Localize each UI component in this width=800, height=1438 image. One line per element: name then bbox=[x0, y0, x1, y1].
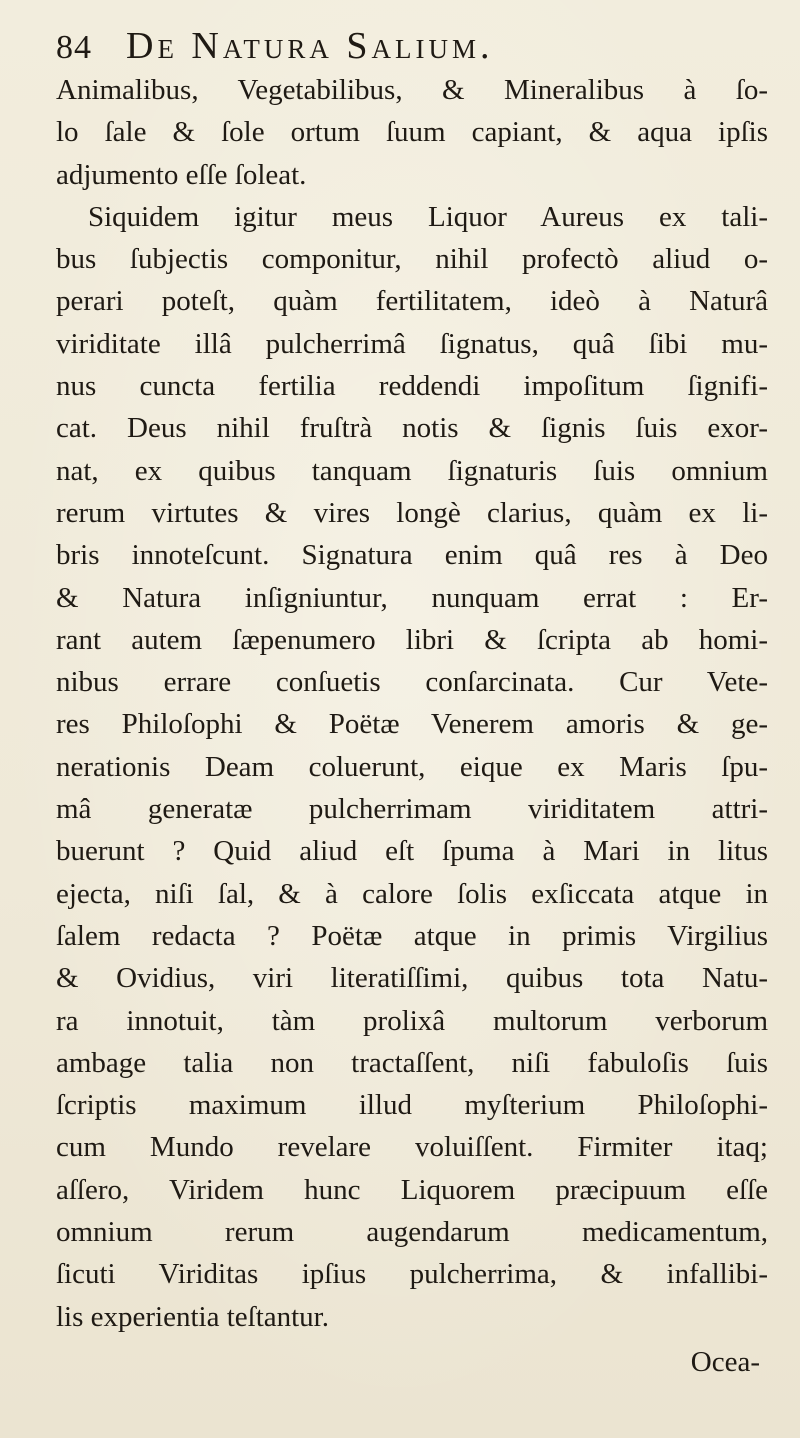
text-line: perari poteſt, quàm fertilitatem, ideò à Naturâ bbox=[56, 285, 768, 318]
text-line: lo ſale & ſole ortum ſuum capiant, & aqua ipſis bbox=[56, 116, 768, 149]
text-line: ra innotuit, tàm prolixâ multorum verborum bbox=[56, 1004, 768, 1037]
text-line: ſicuti Viriditas ipſius pulcherrima, & infallibi- bbox=[56, 1258, 768, 1291]
text-line: aſſero, Viridem hunc Liquorem præcipuum eſſe bbox=[56, 1173, 768, 1206]
text-line: ejecta, niſi ſal, & à calore ſolis exſiccata atque in bbox=[56, 877, 768, 910]
text-line: rerum virtutes & vires longè clarius, quàm ex li- bbox=[56, 496, 768, 529]
text-line: cum Mundo revelare voluiſſent. Firmiter itaq; bbox=[56, 1131, 768, 1164]
text-line: & Ovidius, viri literatiſſimi, quibus tota Natu- bbox=[56, 962, 768, 995]
text-line: bus ſubjectis componitur, nihil profectò aliud o- bbox=[56, 243, 768, 276]
text-line: adjumento eſſe ſoleat. bbox=[56, 158, 307, 191]
body-text bbox=[56, 69, 768, 1338]
text-line: ambage talia non tractaſſent, niſi fabuloſis ſuis bbox=[56, 1046, 768, 1079]
text-line: lis experientia teſtantur. bbox=[56, 1300, 329, 1333]
text-line: nerationis Deam coluerunt, eique ex Maris ſpu- bbox=[56, 750, 768, 783]
text-line: ſcriptis maximum illud myſterium Philoſophi- bbox=[56, 1089, 768, 1122]
page-header bbox=[56, 24, 756, 68]
text-line: nat, ex quibus tanquam ſignaturis ſuis omnium bbox=[56, 454, 768, 487]
text-line: cat. Deus nihil fruſtrà notis & ſignis ſuis exor- bbox=[56, 412, 768, 445]
text-line: nibus errare conſuetis conſarcinata. Cur Vete- bbox=[56, 666, 768, 699]
text-line: & Natura inſigniuntur, nunquam errat : Er- bbox=[56, 581, 768, 614]
text-line: nus cuncta fertilia reddendi impoſitum ſignifi- bbox=[56, 370, 768, 403]
text-line: mâ generatæ pulcherrimam viriditatem attri- bbox=[56, 793, 768, 826]
text-line: omnium rerum augendarum medicamentum, bbox=[56, 1216, 768, 1249]
page-number: 84 bbox=[56, 29, 92, 66]
text-line: buerunt ? Quid aliud eſt ſpuma à Mari in litus bbox=[56, 835, 768, 868]
text-line: rant autem ſæpenumero libri & ſcripta ab homi- bbox=[56, 623, 768, 656]
text-line: Animalibus, Vegetabilibus, & Mineralibus à ſo- bbox=[56, 74, 768, 106]
catchword: Ocea- bbox=[690, 1346, 760, 1378]
running-title: De Natura Salium. bbox=[126, 25, 494, 67]
text-line: Siquidem igitur meus Liquor Aureus ex tali- bbox=[88, 200, 768, 233]
text-line: res Philoſophi & Poëtæ Venerem amoris & ge- bbox=[56, 708, 768, 741]
text-line: bris innoteſcunt. Signatura enim quâ res à Deo bbox=[56, 539, 768, 572]
text-line: viriditate illâ pulcherrimâ ſignatus, quâ ſibi mu- bbox=[56, 327, 768, 360]
text-line: ſalem redacta ? Poëtæ atque in primis Virgilius bbox=[56, 919, 768, 952]
